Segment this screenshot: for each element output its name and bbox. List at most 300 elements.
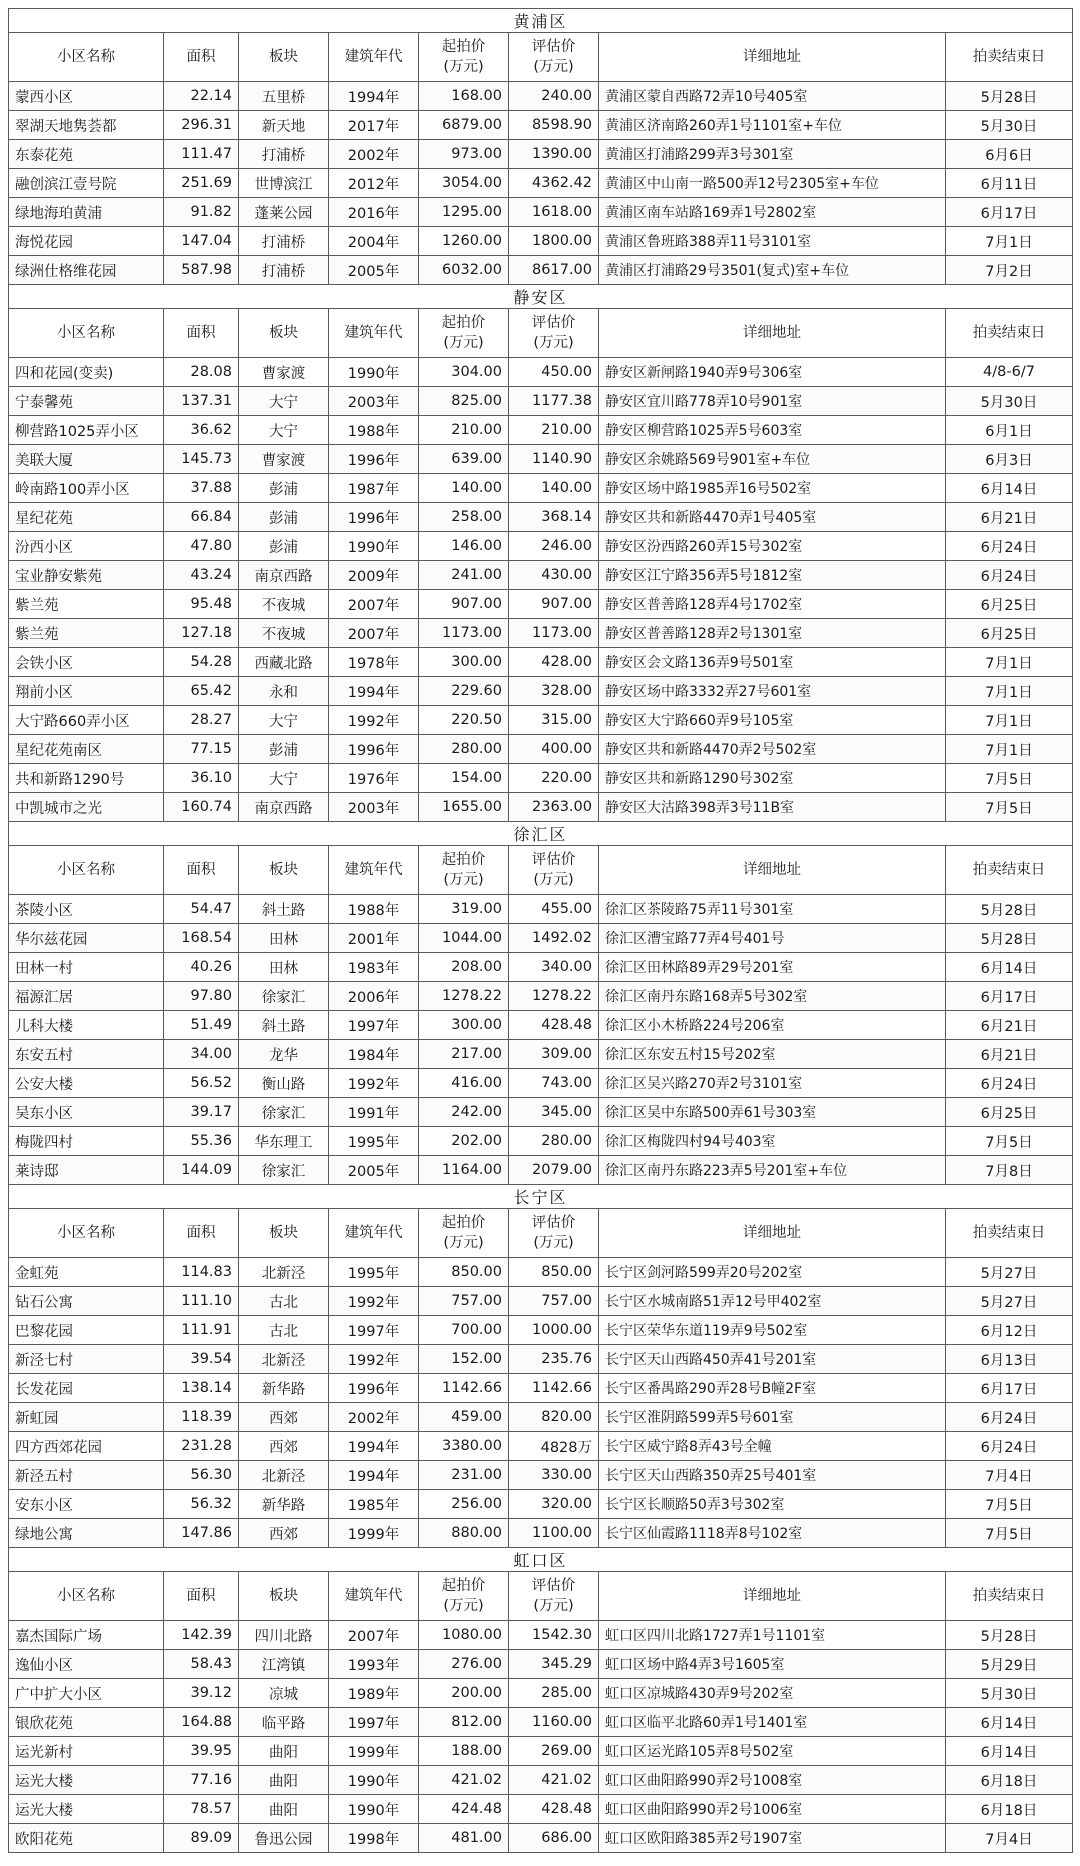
table-row [9,793,1073,822]
cell-community-name: 银欣花苑 [9,1708,164,1737]
cell-community-name: 宝业静安紫苑 [9,561,164,590]
cell-district-block: 衡山路 [239,1069,329,1098]
cell-district-block: 古北 [239,1287,329,1316]
cell-community-name: 运光大楼 [9,1766,164,1795]
cell-auction-end-date: 6月14日 [946,1708,1073,1737]
cell-address: 黄浦区鲁班路388弄11号3101室 [599,227,946,256]
column-header-row [9,846,1073,895]
cell-appraised-price: 330.00 [509,1461,599,1490]
cell-area: 55.36 [164,1127,239,1156]
cell-build-year: 2005年 [329,1156,419,1185]
cell-community-name: 紫兰苑 [9,619,164,648]
cell-auction-end-date: 5月28日 [946,1621,1073,1650]
cell-starting-price: 6879.00 [419,111,509,140]
cell-address: 长宁区水城南路51弄12号甲402室 [599,1287,946,1316]
cell-build-year: 2017年 [329,111,419,140]
cell-district-block: 彭浦 [239,532,329,561]
table-row [9,1650,1073,1679]
cell-appraised-price: 2079.00 [509,1156,599,1185]
column-header-address: 详细地址 [599,846,946,895]
cell-build-year: 1988年 [329,416,419,445]
cell-district-block: 打浦桥 [239,256,329,285]
cell-auction-end-date: 6月13日 [946,1345,1073,1374]
cell-starting-price: 700.00 [419,1316,509,1345]
cell-build-year: 1997年 [329,1011,419,1040]
cell-appraised-price: 820.00 [509,1403,599,1432]
cell-district-block: 凉城 [239,1679,329,1708]
cell-build-year: 2002年 [329,140,419,169]
cell-appraised-price: 743.00 [509,1069,599,1098]
cell-build-year: 1983年 [329,953,419,982]
column-header-row [9,1572,1073,1621]
cell-address: 静安区场中路3332弄27号601室 [599,677,946,706]
table-row [9,1011,1073,1040]
cell-district-block: 不夜城 [239,590,329,619]
cell-starting-price: 421.02 [419,1766,509,1795]
cell-starting-price: 880.00 [419,1519,509,1548]
cell-auction-end-date: 5月30日 [946,1679,1073,1708]
cell-auction-end-date: 7月1日 [946,735,1073,764]
cell-district-block: 南京西路 [239,793,329,822]
cell-community-name: 中凯城市之光 [9,793,164,822]
cell-auction-end-date: 5月28日 [946,924,1073,953]
table-row [9,416,1073,445]
cell-build-year: 1990年 [329,1766,419,1795]
cell-area: 587.98 [164,256,239,285]
cell-auction-end-date: 7月5日 [946,764,1073,793]
cell-district-block: 田林 [239,953,329,982]
table-row [9,1374,1073,1403]
table-row [9,1679,1073,1708]
cell-area: 142.39 [164,1621,239,1650]
column-header-area: 面积 [164,1572,239,1621]
cell-appraised-price: 1142.66 [509,1374,599,1403]
cell-area: 160.74 [164,793,239,822]
cell-appraised-price: 309.00 [509,1040,599,1069]
cell-appraised-price: 1100.00 [509,1519,599,1548]
cell-starting-price: 154.00 [419,764,509,793]
cell-build-year: 1999年 [329,1737,419,1766]
cell-build-year: 1996年 [329,503,419,532]
column-header-build-year: 建筑年代 [329,1572,419,1621]
cell-appraised-price: 235.76 [509,1345,599,1374]
cell-auction-end-date: 6月24日 [946,561,1073,590]
cell-district-block: 临平路 [239,1708,329,1737]
section-title-row [9,822,1073,846]
cell-community-name: 星纪花苑 [9,503,164,532]
cell-area: 77.15 [164,735,239,764]
table-row [9,1345,1073,1374]
cell-appraised-price: 1160.00 [509,1708,599,1737]
section-title-row [9,285,1073,309]
cell-community-name: 逸仙小区 [9,1650,164,1679]
cell-appraised-price: 8598.90 [509,111,599,140]
cell-address: 徐汇区田林路89弄29号201室 [599,953,946,982]
cell-auction-end-date: 6月14日 [946,1737,1073,1766]
cell-district-block: 永和 [239,677,329,706]
cell-area: 51.49 [164,1011,239,1040]
cell-auction-end-date: 7月1日 [946,706,1073,735]
cell-starting-price: 1295.00 [419,198,509,227]
cell-auction-end-date: 6月21日 [946,1040,1073,1069]
cell-build-year: 1994年 [329,677,419,706]
cell-starting-price: 1278.22 [419,982,509,1011]
cell-build-year: 1996年 [329,1374,419,1403]
cell-starting-price: 229.60 [419,677,509,706]
section-title-row [9,1548,1073,1572]
cell-appraised-price: 430.00 [509,561,599,590]
cell-community-name: 柳营路1025弄小区 [9,416,164,445]
cell-auction-end-date: 6月24日 [946,1403,1073,1432]
cell-area: 78.57 [164,1795,239,1824]
auction-table [8,8,1073,1853]
cell-appraised-price: 1390.00 [509,140,599,169]
column-header-community-name: 小区名称 [9,846,164,895]
cell-address: 徐汇区梅陇四村94号403室 [599,1127,946,1156]
cell-build-year: 1994年 [329,82,419,111]
cell-auction-end-date: 7月8日 [946,1156,1073,1185]
cell-address: 徐汇区小木桥路224号206室 [599,1011,946,1040]
table-row [9,169,1073,198]
table-row [9,532,1073,561]
cell-district-block: 西郊 [239,1432,329,1461]
cell-auction-end-date: 6月18日 [946,1795,1073,1824]
cell-address: 黄浦区打浦路299弄3号301室 [599,140,946,169]
cell-build-year: 2007年 [329,619,419,648]
cell-appraised-price: 428.48 [509,1795,599,1824]
cell-auction-end-date: 7月1日 [946,677,1073,706]
cell-starting-price: 1164.00 [419,1156,509,1185]
table-row [9,140,1073,169]
table-row [9,111,1073,140]
cell-build-year: 1991年 [329,1098,419,1127]
column-header-area: 面积 [164,846,239,895]
cell-address: 黄浦区济南路260弄1号1101室+车位 [599,111,946,140]
cell-community-name: 翔前小区 [9,677,164,706]
column-header-address: 详细地址 [599,33,946,82]
cell-address: 静安区大沽路398弄3号11B室 [599,793,946,822]
cell-starting-price: 6032.00 [419,256,509,285]
cell-starting-price: 757.00 [419,1287,509,1316]
cell-community-name: 新泾七村 [9,1345,164,1374]
column-header-row [9,309,1073,358]
cell-auction-end-date: 7月5日 [946,793,1073,822]
table-row [9,358,1073,387]
cell-area: 77.16 [164,1766,239,1795]
cell-address: 静安区会文路136弄9号501室 [599,648,946,677]
table-row [9,706,1073,735]
cell-address: 长宁区天山西路350弄25号401室 [599,1461,946,1490]
column-header-starting-price: 起拍价 (万元) [419,1572,509,1621]
cell-district-block: 曲阳 [239,1795,329,1824]
table-row [9,735,1073,764]
cell-appraised-price: 220.00 [509,764,599,793]
cell-district-block: 斜土路 [239,895,329,924]
table-row [9,924,1073,953]
cell-address: 静安区共和新路1290号302室 [599,764,946,793]
cell-build-year: 1997年 [329,1316,419,1345]
cell-auction-end-date: 6月17日 [946,982,1073,1011]
cell-area: 36.62 [164,416,239,445]
cell-community-name: 长发花园 [9,1374,164,1403]
cell-area: 127.18 [164,619,239,648]
cell-district-block: 大宁 [239,706,329,735]
cell-address: 静安区汾西路260弄15号302室 [599,532,946,561]
cell-community-name: 安东小区 [9,1490,164,1519]
section-title: 黄浦区 [9,9,1073,33]
cell-community-name: 绿洲仕格维花园 [9,256,164,285]
cell-auction-end-date: 7月5日 [946,1127,1073,1156]
cell-district-block: 大宁 [239,416,329,445]
table-row [9,1766,1073,1795]
cell-area: 164.88 [164,1708,239,1737]
cell-starting-price: 416.00 [419,1069,509,1098]
cell-appraised-price: 210.00 [509,416,599,445]
cell-address: 静安区共和新路4470弄2号502室 [599,735,946,764]
cell-starting-price: 276.00 [419,1650,509,1679]
table-row [9,982,1073,1011]
cell-district-block: 五里桥 [239,82,329,111]
cell-build-year: 1996年 [329,445,419,474]
cell-community-name: 宁泰馨苑 [9,387,164,416]
cell-build-year: 2012年 [329,169,419,198]
cell-build-year: 1984年 [329,1040,419,1069]
cell-auction-end-date: 6月1日 [946,416,1073,445]
cell-community-name: 莱诗邸 [9,1156,164,1185]
cell-appraised-price: 345.00 [509,1098,599,1127]
cell-community-name: 钻石公寓 [9,1287,164,1316]
cell-auction-end-date: 6月21日 [946,503,1073,532]
table-row [9,1040,1073,1069]
cell-district-block: 北新泾 [239,1345,329,1374]
cell-starting-price: 217.00 [419,1040,509,1069]
column-header-auction-end-date: 拍卖结束日 [946,1209,1073,1258]
cell-starting-price: 241.00 [419,561,509,590]
cell-build-year: 1994年 [329,1432,419,1461]
cell-district-block: 徐家汇 [239,1156,329,1185]
cell-area: 65.42 [164,677,239,706]
table-row [9,677,1073,706]
cell-appraised-price: 428.48 [509,1011,599,1040]
cell-community-name: 福源汇居 [9,982,164,1011]
column-header-district-block: 板块 [239,33,329,82]
table-row [9,1156,1073,1185]
cell-address: 徐汇区茶陵路75弄11号301室 [599,895,946,924]
table-row [9,474,1073,503]
cell-appraised-price: 1542.30 [509,1621,599,1650]
cell-area: 147.04 [164,227,239,256]
cell-build-year: 1989年 [329,1679,419,1708]
cell-build-year: 1993年 [329,1650,419,1679]
cell-appraised-price: 450.00 [509,358,599,387]
cell-appraised-price: 368.14 [509,503,599,532]
cell-appraised-price: 1173.00 [509,619,599,648]
cell-community-name: 蒙西小区 [9,82,164,111]
cell-community-name: 绿地公寓 [9,1519,164,1548]
cell-district-block: 曲阳 [239,1766,329,1795]
cell-build-year: 2005年 [329,256,419,285]
cell-community-name: 四和花园(变卖) [9,358,164,387]
cell-address: 静安区普善路128弄2号1301室 [599,619,946,648]
cell-area: 54.28 [164,648,239,677]
cell-build-year: 2003年 [329,387,419,416]
cell-area: 111.10 [164,1287,239,1316]
cell-starting-price: 1173.00 [419,619,509,648]
cell-area: 251.69 [164,169,239,198]
table-row [9,1708,1073,1737]
cell-appraised-price: 140.00 [509,474,599,503]
cell-starting-price: 242.00 [419,1098,509,1127]
cell-auction-end-date: 5月29日 [946,1650,1073,1679]
cell-district-block: 江湾镇 [239,1650,329,1679]
section-title-row [9,9,1073,33]
cell-appraised-price: 686.00 [509,1824,599,1853]
cell-auction-end-date: 6月24日 [946,532,1073,561]
cell-area: 39.17 [164,1098,239,1127]
cell-community-name: 新泾五村 [9,1461,164,1490]
cell-address: 黄浦区蒙自西路72弄10号405室 [599,82,946,111]
cell-area: 66.84 [164,503,239,532]
table-row [9,1432,1073,1461]
cell-area: 40.26 [164,953,239,982]
cell-address: 虹口区场中路4弄3号1605室 [599,1650,946,1679]
cell-build-year: 1994年 [329,1461,419,1490]
cell-appraised-price: 1618.00 [509,198,599,227]
cell-district-block: 曹家渡 [239,445,329,474]
column-header-area: 面积 [164,33,239,82]
cell-address: 虹口区曲阳路990弄2号1008室 [599,1766,946,1795]
cell-address: 静安区共和新路4470弄1号405室 [599,503,946,532]
cell-starting-price: 812.00 [419,1708,509,1737]
cell-community-name: 岭南路100弄小区 [9,474,164,503]
cell-district-block: 四川北路 [239,1621,329,1650]
table-row [9,590,1073,619]
cell-starting-price: 459.00 [419,1403,509,1432]
cell-build-year: 1992年 [329,1287,419,1316]
cell-build-year: 1990年 [329,532,419,561]
cell-area: 95.48 [164,590,239,619]
cell-auction-end-date: 6月24日 [946,1432,1073,1461]
cell-auction-end-date: 7月1日 [946,227,1073,256]
cell-district-block: 大宁 [239,387,329,416]
cell-appraised-price: 421.02 [509,1766,599,1795]
cell-appraised-price: 1177.38 [509,387,599,416]
column-header-build-year: 建筑年代 [329,1209,419,1258]
cell-address: 静安区大宁路660弄9号105室 [599,706,946,735]
cell-build-year: 1995年 [329,1127,419,1156]
cell-address: 虹口区凉城路430弄9号202室 [599,1679,946,1708]
cell-community-name: 紫兰苑 [9,590,164,619]
cell-district-block: 田林 [239,924,329,953]
section-title: 徐汇区 [9,822,1073,846]
cell-area: 36.10 [164,764,239,793]
cell-build-year: 1987年 [329,474,419,503]
cell-district-block: 西郊 [239,1403,329,1432]
cell-address: 长宁区荣华东道119弄9号502室 [599,1316,946,1345]
cell-appraised-price: 455.00 [509,895,599,924]
cell-community-name: 星纪花苑南区 [9,735,164,764]
cell-appraised-price: 1800.00 [509,227,599,256]
cell-community-name: 汾西小区 [9,532,164,561]
cell-area: 111.91 [164,1316,239,1345]
cell-district-block: 蓬莱公园 [239,198,329,227]
table-row [9,1127,1073,1156]
cell-build-year: 2002年 [329,1403,419,1432]
table-row [9,953,1073,982]
cell-starting-price: 152.00 [419,1345,509,1374]
cell-build-year: 2007年 [329,1621,419,1650]
cell-district-block: 西藏北路 [239,648,329,677]
cell-district-block: 西郊 [239,1519,329,1548]
cell-build-year: 1978年 [329,648,419,677]
cell-build-year: 1992年 [329,1345,419,1374]
column-header-auction-end-date: 拍卖结束日 [946,309,1073,358]
cell-starting-price: 200.00 [419,1679,509,1708]
cell-starting-price: 202.00 [419,1127,509,1156]
table-row [9,764,1073,793]
cell-community-name: 吴东小区 [9,1098,164,1127]
cell-auction-end-date: 6月14日 [946,474,1073,503]
table-row [9,561,1073,590]
section-title: 长宁区 [9,1185,1073,1209]
cell-build-year: 1992年 [329,706,419,735]
cell-starting-price: 319.00 [419,895,509,924]
cell-address: 静安区普善路128弄4号1702室 [599,590,946,619]
cell-community-name: 新虹园 [9,1403,164,1432]
cell-auction-end-date: 6月14日 [946,953,1073,982]
cell-address: 长宁区威宁路8弄43号全幢 [599,1432,946,1461]
cell-area: 296.31 [164,111,239,140]
column-header-community-name: 小区名称 [9,1209,164,1258]
column-header-area: 面积 [164,1209,239,1258]
cell-starting-price: 168.00 [419,82,509,111]
cell-auction-end-date: 6月24日 [946,1069,1073,1098]
column-header-community-name: 小区名称 [9,1572,164,1621]
cell-auction-end-date: 5月27日 [946,1258,1073,1287]
cell-build-year: 1985年 [329,1490,419,1519]
cell-community-name: 海悦花园 [9,227,164,256]
cell-auction-end-date: 7月5日 [946,1519,1073,1548]
column-header-auction-end-date: 拍卖结束日 [946,33,1073,82]
cell-auction-end-date: 5月30日 [946,111,1073,140]
cell-district-block: 古北 [239,1316,329,1345]
cell-starting-price: 220.50 [419,706,509,735]
cell-address: 长宁区番禺路290弄28号B幢2F室 [599,1374,946,1403]
cell-area: 89.09 [164,1824,239,1853]
column-header-starting-price: 起拍价 (万元) [419,846,509,895]
cell-address: 黄浦区中山南一路500弄12号2305室+车位 [599,169,946,198]
column-header-address: 详细地址 [599,1209,946,1258]
cell-district-block: 鲁迅公园 [239,1824,329,1853]
cell-district-block: 彭浦 [239,474,329,503]
cell-area: 54.47 [164,895,239,924]
cell-area: 56.32 [164,1490,239,1519]
cell-address: 静安区柳营路1025弄5号603室 [599,416,946,445]
cell-area: 39.95 [164,1737,239,1766]
cell-auction-end-date: 6月21日 [946,1011,1073,1040]
cell-auction-end-date: 6月6日 [946,140,1073,169]
cell-appraised-price: 757.00 [509,1287,599,1316]
cell-auction-end-date: 5月30日 [946,387,1073,416]
cell-area: 91.82 [164,198,239,227]
section-title: 静安区 [9,285,1073,309]
column-header-row [9,33,1073,82]
cell-auction-end-date: 6月12日 [946,1316,1073,1345]
cell-area: 168.54 [164,924,239,953]
cell-appraised-price: 2363.00 [509,793,599,822]
cell-starting-price: 146.00 [419,532,509,561]
cell-auction-end-date: 7月4日 [946,1824,1073,1853]
